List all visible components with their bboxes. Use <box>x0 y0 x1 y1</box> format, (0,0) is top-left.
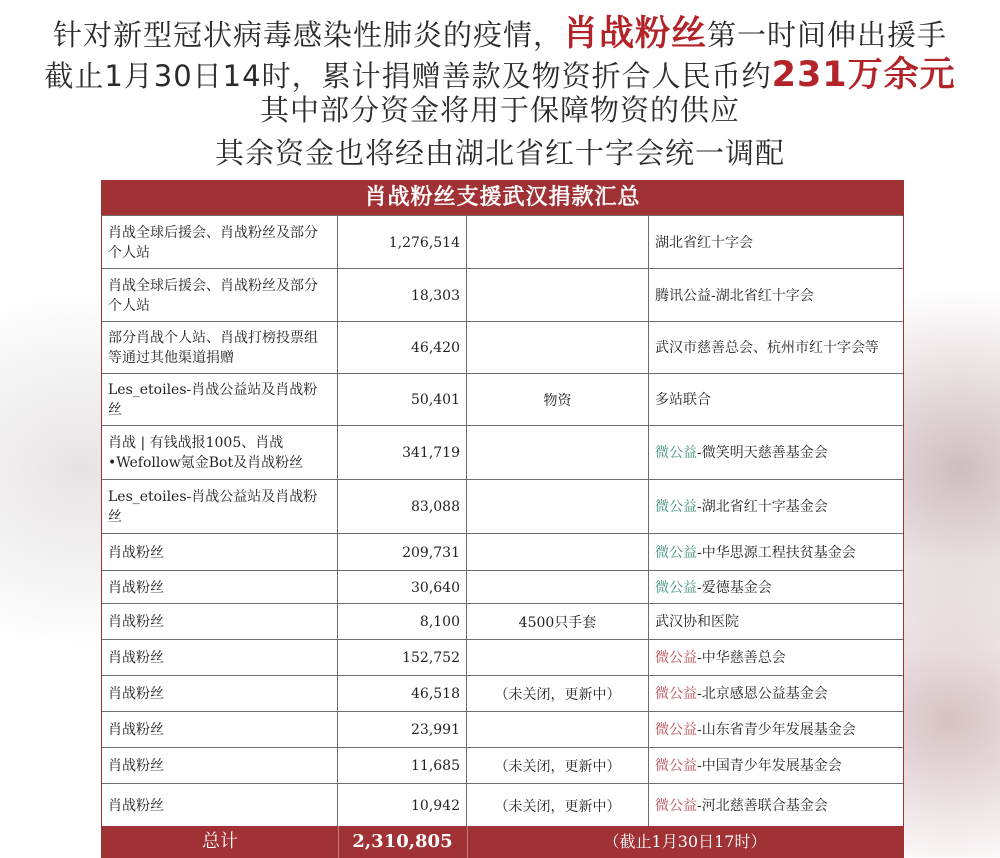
note-cell <box>467 322 649 374</box>
recipient-cell <box>649 374 903 426</box>
recipient-label: -河北慈善联合基金会 <box>697 797 828 814</box>
amount-cell: 30,640 <box>338 571 467 604</box>
total-row <box>102 826 903 858</box>
recipient-text <box>655 684 828 704</box>
amount-cell: 1,276,514 <box>338 216 467 269</box>
recipient-text <box>655 720 856 740</box>
headline-highlight-fans: 肖战粉丝 <box>562 14 707 54</box>
recipient-cell <box>649 322 903 374</box>
amount-cell: 46,518 <box>338 676 467 712</box>
note-cell <box>467 216 649 269</box>
amount-cell: 83,088 <box>338 480 467 534</box>
platform-label: 微公益 <box>655 445 697 461</box>
table-row <box>102 675 903 712</box>
note-cell <box>467 712 649 748</box>
note-cell <box>467 640 649 676</box>
table-row <box>102 747 903 784</box>
total-note: （截止1月30日17时） <box>603 832 767 851</box>
note-cell <box>467 480 649 534</box>
note-cell <box>467 426 649 480</box>
recipient-label: -中国青少年发展基金会 <box>697 758 842 774</box>
donor-cell: Les_etoiles-肖战公益站及肖战粉丝 <box>102 480 338 534</box>
recipient-label: 腾讯公益-湖北省红十字会 <box>655 287 814 304</box>
donor-cell: 肖战 | 有钱战报1005、肖战•Wefollow氪金Bot及肖战粉丝 <box>102 426 338 480</box>
platform-label: 微公益 <box>655 686 697 702</box>
amount-cell: 152,752 <box>338 640 467 676</box>
recipient-text <box>655 233 753 253</box>
table-row <box>102 268 903 322</box>
amount-cell: 341,719 <box>338 426 467 480</box>
amount-cell: 18,303 <box>338 269 467 322</box>
recipient-text <box>655 338 879 358</box>
amount-cell: 50,401 <box>338 374 467 426</box>
recipient-label: -中华思源工程扶贫基金会 <box>697 544 856 561</box>
note-cell: 4500只手套 <box>467 604 649 640</box>
recipient-text <box>655 796 828 816</box>
donor-cell: 肖战粉丝 <box>102 604 338 640</box>
headline-line-1-suffix: 第一时间伸出援手 <box>707 18 948 52</box>
recipient-text <box>655 443 828 463</box>
table-row <box>102 783 903 827</box>
amount-cell: 46,420 <box>338 322 467 374</box>
amount-cell: 8,100 <box>338 604 467 640</box>
recipient-cell <box>649 748 903 784</box>
table-row <box>102 321 903 374</box>
note-cell <box>467 534 649 571</box>
recipient-label: 湖北省红十字会 <box>655 234 753 251</box>
headline-line-3: 其中部分资金将用于保障物资的供应 <box>259 93 740 127</box>
recipient-label: -微笑明天慈善基金会 <box>697 445 828 461</box>
recipient-cell <box>649 534 903 571</box>
amount-cell: 11,685 <box>338 748 467 784</box>
recipient-cell <box>649 784 903 827</box>
headline-line-2-prefix: 截止1月30日14时，累计捐赠善款及物资折合人民币约 <box>44 59 772 93</box>
recipient-cell <box>649 426 903 480</box>
recipient-text <box>655 286 814 306</box>
platform-label: 微公益 <box>655 758 697 774</box>
table-row <box>102 533 903 571</box>
header <box>0 0 1000 180</box>
donor-cell: 肖战粉丝 <box>102 748 338 784</box>
recipient-cell <box>649 712 903 748</box>
amount-cell: 23,991 <box>338 712 467 748</box>
donor-cell: 肖战粉丝 <box>102 640 338 676</box>
table-row <box>102 425 903 480</box>
platform-label: 微公益 <box>655 650 697 666</box>
recipient-text <box>655 497 828 517</box>
donor-cell: 肖战粉丝 <box>102 712 338 748</box>
donor-cell: 肖战粉丝 <box>102 571 338 604</box>
recipient-cell <box>649 640 903 676</box>
recipient-label: -中华慈善总会 <box>697 650 786 666</box>
headline-line-1-prefix: 针对新型冠状病毒感染性肺炎的疫情， <box>52 18 563 52</box>
table-row <box>102 570 903 604</box>
recipient-label: 武汉协和医院 <box>655 614 739 630</box>
headline-highlight-amount: 231万余元 <box>771 55 956 95</box>
donor-cell: 肖战粉丝 <box>102 676 338 712</box>
table-row <box>102 711 903 748</box>
donor-cell: 肖战全球后援会、肖战粉丝及部分个人站 <box>102 269 338 322</box>
table-row <box>102 479 903 534</box>
note-cell <box>467 571 649 604</box>
table-row <box>102 215 903 269</box>
recipient-cell <box>649 571 903 604</box>
recipient-text <box>655 543 856 563</box>
platform-label: 微公益 <box>655 722 697 738</box>
donor-cell: Les_etoiles-肖战公益站及肖战粉丝 <box>102 374 338 426</box>
recipient-label: -湖北省红十字基金会 <box>697 499 828 515</box>
platform-label: 微公益 <box>655 579 697 596</box>
amount-cell: 209,731 <box>338 534 467 571</box>
recipient-label: -北京感恩公益基金会 <box>697 686 828 702</box>
donation-table <box>101 180 904 858</box>
recipient-label: 多站联合 <box>655 392 711 408</box>
donor-cell: 肖战全球后援会、肖战粉丝及部分个人站 <box>102 216 338 269</box>
platform-label: 微公益 <box>655 499 697 515</box>
platform-label: 微公益 <box>655 544 697 561</box>
recipient-text <box>655 578 772 598</box>
recipient-text <box>655 612 739 632</box>
recipient-label: 武汉市慈善总会、杭州市红十字会等 <box>655 340 879 356</box>
table-row <box>102 373 903 426</box>
note-cell: （未关闭，更新中） <box>467 676 649 712</box>
donor-cell: 肖战粉丝 <box>102 534 338 571</box>
platform-label: 微公益 <box>655 797 697 814</box>
table-title: 肖战粉丝支援武汉捐款汇总 <box>102 181 903 215</box>
note-cell: 物资 <box>467 374 649 426</box>
note-cell: （未关闭，更新中） <box>467 748 649 784</box>
recipient-cell <box>649 269 903 322</box>
table-row <box>102 603 903 640</box>
amount-cell: 10,942 <box>338 784 467 827</box>
recipient-cell <box>649 216 903 269</box>
headline-line-4: 其余资金也将经由湖北省红十字会统一调配 <box>214 136 785 170</box>
note-cell: （未关闭，更新中） <box>467 784 649 827</box>
recipient-cell <box>649 604 903 640</box>
recipient-text <box>655 648 786 668</box>
total-amount: 2,310,805 <box>338 826 468 858</box>
recipient-text <box>655 390 711 410</box>
table-row <box>102 639 903 676</box>
recipient-text <box>655 756 842 776</box>
donor-cell: 部分肖战个人站、肖战打榜投票组等通过其他渠道捐赠 <box>102 322 338 374</box>
note-cell <box>467 269 649 322</box>
donor-cell: 肖战粉丝 <box>102 784 338 827</box>
recipient-cell <box>649 676 903 712</box>
total-label: 总计 <box>102 826 339 858</box>
recipient-cell <box>649 480 903 534</box>
recipient-label: -山东省青少年发展基金会 <box>697 722 856 738</box>
recipient-label: -爱德基金会 <box>697 579 772 596</box>
